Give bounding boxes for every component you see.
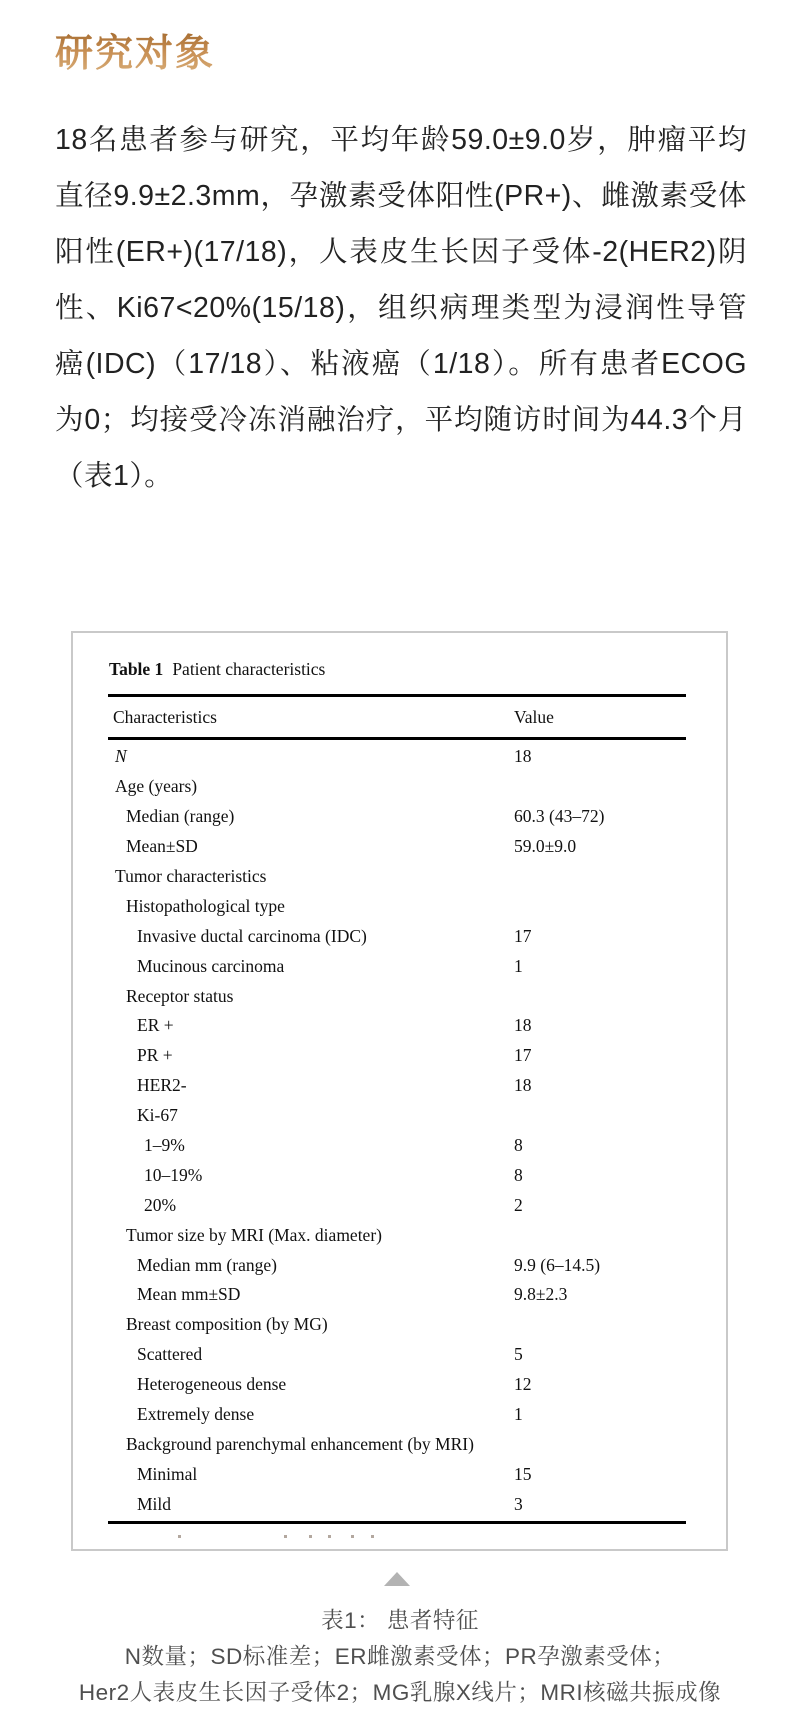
row-value: 18: [514, 1075, 532, 1096]
table-row: [108, 891, 686, 921]
row-label: 1–9%: [144, 1135, 185, 1156]
row-label: Mucinous carcinoma: [137, 955, 285, 976]
table-row: [108, 742, 686, 772]
cropped-footnote-sliver: [108, 1524, 686, 1540]
table-row: [108, 1429, 686, 1459]
row-label: Tumor size by MRI (Max. diameter): [126, 1224, 382, 1245]
column-header-value: Value: [514, 706, 554, 727]
row-value: 5: [514, 1344, 523, 1365]
table-header-row: [108, 697, 686, 737]
row-value: 59.0±9.0: [514, 836, 577, 857]
row-value: 18: [514, 746, 532, 767]
table-row: [108, 772, 686, 802]
row-label: Tumor characteristics: [115, 866, 267, 886]
row-value: 18: [514, 1015, 532, 1036]
row-label: Median (range): [126, 806, 235, 827]
row-label: Histopathological type: [126, 895, 285, 916]
row-value: 8: [514, 1135, 523, 1156]
table-number: Table 1: [109, 659, 164, 679]
table-title-text: Patient characteristics: [172, 659, 326, 679]
row-label: Mild: [137, 1493, 172, 1514]
row-label: Background parenchymal enhancement (by MRI): [126, 1433, 474, 1454]
row-label: HER2-: [137, 1075, 187, 1096]
table-row: [108, 1101, 686, 1131]
table-row: [108, 1071, 686, 1101]
table-row: [108, 1190, 686, 1220]
row-value: 60.3 (43–72): [514, 806, 605, 827]
table-row: [108, 1011, 686, 1041]
row-label: ER +: [137, 1015, 174, 1036]
row-value: 2: [514, 1194, 523, 1215]
row-label: Minimal: [137, 1463, 198, 1484]
table-row: [108, 1250, 686, 1280]
row-value: 8: [514, 1164, 523, 1185]
row-value: 12: [514, 1374, 532, 1395]
table-row: [108, 1400, 686, 1430]
row-value: 1: [514, 1404, 523, 1425]
row-label: Receptor status: [126, 985, 234, 1006]
table-row: [108, 802, 686, 832]
row-label: Heterogeneous dense: [137, 1374, 287, 1395]
column-header-characteristics: Characteristics: [113, 706, 217, 727]
caption-line: Her2人表皮生长因子受体2；MG乳腺X线片；MRI核磁共振成像: [78, 1680, 722, 1705]
table-row: [108, 1340, 686, 1370]
row-value: 17: [514, 1045, 532, 1066]
table-body: [108, 740, 686, 1519]
table-row: [108, 1310, 686, 1340]
table-row: [108, 981, 686, 1011]
caption-title: 表1： 患者特征: [321, 1608, 479, 1633]
table-row: [108, 1131, 686, 1161]
row-value: 9.9 (6–14.5): [514, 1254, 601, 1275]
table-row: [108, 921, 686, 951]
caption-line: N数量；SD标准差；ER雌激素受体；PR孕激素受体；: [124, 1644, 676, 1669]
intro-paragraph: 18名患者参与研究，平均年龄59.0±9.0岁，肿瘤平均直径9.9±2.3mm，孕激素受体阳性(PR+)、雌激素受体阳性(ER+)(17/18)，人表皮生长因子受体-2(HER2)阴性、Ki67<20%(15/18)，组织病理类型为浸润性导管癌(IDC)（17/18）、粘液癌（1/18）。所有患者ECOG为0；均接受冷冻消融治疗，平均随访时间为44.3个月（表1）。: [55, 124, 747, 492]
journal-table: [108, 659, 686, 1540]
row-label: Age (years): [115, 776, 198, 797]
row-label: Breast composition (by MG): [126, 1314, 328, 1335]
table-title: [108, 659, 686, 680]
row-value: 3: [514, 1493, 523, 1514]
row-label: Scattered: [137, 1344, 203, 1365]
row-value: 1: [514, 955, 523, 976]
table-row: [108, 862, 686, 892]
collapse-caption-triangle-icon[interactable]: [384, 1572, 410, 1586]
row-value: 15: [514, 1463, 532, 1484]
table-row: [108, 1489, 686, 1519]
row-label: Mean mm±SD: [137, 1284, 241, 1305]
row-label: PR +: [137, 1045, 173, 1066]
row-label: Ki-67: [137, 1105, 178, 1126]
row-label: Median mm (range): [137, 1254, 277, 1275]
table-row: [108, 832, 686, 862]
table-row: [108, 1280, 686, 1310]
row-label: 10–19%: [144, 1164, 203, 1185]
row-value: 17: [514, 925, 532, 946]
figure-caption: [0, 1603, 800, 1711]
table-row: [108, 1160, 686, 1190]
section-heading: 研究对象: [55, 22, 215, 77]
row-label: N: [115, 746, 127, 767]
table-row: [108, 1041, 686, 1071]
table-row: [108, 1370, 686, 1400]
row-value: 9.8±2.3: [514, 1284, 568, 1305]
table-row: [108, 1459, 686, 1489]
row-label: 20%: [144, 1194, 177, 1215]
table-figure: [71, 631, 728, 1551]
row-label: Mean±SD: [126, 836, 198, 857]
table-row: [108, 951, 686, 981]
row-label: Extremely dense: [137, 1404, 255, 1425]
row-label: Invasive ductal carcinoma (IDC): [137, 925, 367, 946]
table-row: [108, 1220, 686, 1250]
